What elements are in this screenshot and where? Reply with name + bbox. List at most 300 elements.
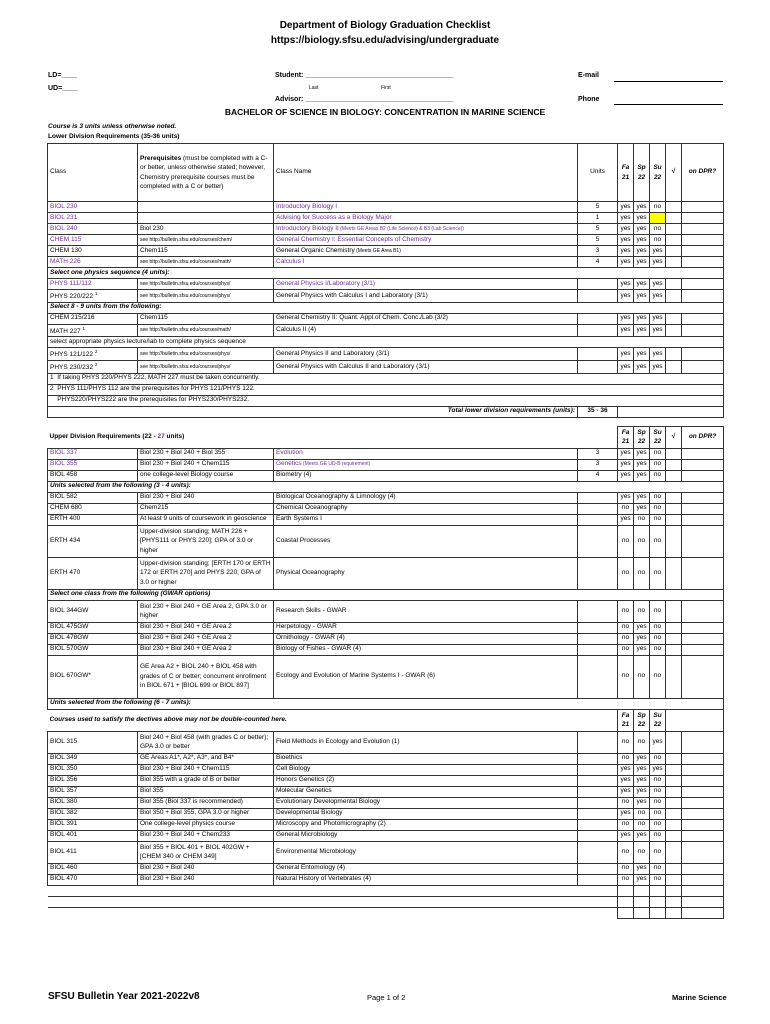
footer-bulletin-year: SFSU Bulletin Year 2021-2022v8 bbox=[48, 991, 200, 1002]
course-name-text: Physical Oceanography bbox=[276, 568, 345, 576]
on-dpr-cell[interactable] bbox=[682, 224, 724, 235]
course-row bbox=[48, 348, 724, 361]
course-name-text: Biological Oceanography & Limnology (4) bbox=[276, 493, 396, 501]
offered-summer: no bbox=[650, 622, 666, 633]
blank-cell[interactable] bbox=[274, 885, 578, 896]
course-name bbox=[274, 775, 578, 786]
course-row bbox=[48, 655, 724, 698]
on-dpr-cell[interactable] bbox=[682, 257, 724, 268]
course-code bbox=[48, 459, 138, 470]
course-prerequisite: Biol 230 + Biol 240 + Biol 355 bbox=[138, 448, 274, 459]
course-code-text: BIOL 231 bbox=[50, 213, 78, 221]
offered-spring: yes bbox=[634, 324, 650, 337]
on-dpr-cell[interactable] bbox=[682, 764, 724, 775]
completed-checkbox[interactable] bbox=[666, 830, 682, 841]
on-dpr-cell[interactable] bbox=[682, 235, 724, 246]
offered-fall: no bbox=[618, 633, 634, 644]
course-code-text: BIOL 240 bbox=[50, 224, 78, 232]
course-units: 5 bbox=[578, 224, 618, 235]
on-dpr-cell[interactable] bbox=[682, 525, 724, 557]
completed-checkbox[interactable] bbox=[666, 290, 682, 303]
course-name-text: Field Methods in Ecology and Evolution (1) bbox=[276, 737, 400, 745]
completed-checkbox[interactable] bbox=[666, 492, 682, 503]
course-name bbox=[274, 246, 578, 257]
completed-checkbox[interactable] bbox=[666, 808, 682, 819]
footnote-marker: 2 bbox=[94, 361, 98, 367]
term-fa-year: 21 bbox=[621, 721, 630, 728]
on-dpr-cell[interactable] bbox=[682, 514, 724, 525]
course-code-text: BIOL 458 bbox=[50, 471, 78, 479]
phone-label: Phone bbox=[578, 96, 600, 103]
course-code bbox=[48, 213, 138, 224]
term-su bbox=[650, 709, 666, 731]
on-dpr-cell[interactable] bbox=[682, 797, 724, 808]
completed-checkbox[interactable] bbox=[666, 655, 682, 698]
course-name-note: (Meets GE Area B1) bbox=[354, 247, 401, 254]
student-field[interactable]: Student: ______________________________________ bbox=[275, 72, 454, 79]
course-code-text: BIOL 391 bbox=[50, 820, 78, 828]
term-fa-label: Fa bbox=[621, 711, 630, 719]
course-prerequisite: Biol 230 + Biol 240 + Chem233 bbox=[138, 830, 274, 841]
course-row bbox=[48, 775, 724, 786]
course-row bbox=[48, 324, 724, 337]
footnote bbox=[48, 373, 724, 384]
phone-input-line[interactable] bbox=[614, 104, 723, 105]
course-code-text: MATH 227 bbox=[50, 327, 81, 335]
course-row bbox=[48, 830, 724, 841]
course-code bbox=[48, 600, 138, 622]
course-prerequisite: Chem215 bbox=[138, 503, 274, 514]
course-code bbox=[48, 348, 138, 361]
course-name-text: Ornithology - GWAR (4) bbox=[276, 634, 345, 642]
col-sp-term: Sp bbox=[637, 164, 646, 171]
course-prerequisite: see http://bulletin.sfsu.edu/courses/phys/ bbox=[138, 360, 274, 373]
completed-checkbox[interactable] bbox=[666, 514, 682, 525]
completed-checkbox[interactable] bbox=[666, 224, 682, 235]
course-name-text: Advising for Success as a Biology Major bbox=[276, 213, 392, 221]
offered-spring: yes bbox=[634, 257, 650, 268]
offered-summer: no bbox=[650, 775, 666, 786]
course-code bbox=[48, 470, 138, 481]
offered-fall: no bbox=[618, 600, 634, 622]
course-code bbox=[48, 655, 138, 698]
offered-fall: yes bbox=[618, 348, 634, 361]
course-prerequisite: Biol 230 + Biol 240 + GE Area 2, GPA 3.0 or higher bbox=[138, 600, 274, 622]
completed-checkbox[interactable] bbox=[666, 874, 682, 885]
course-name bbox=[274, 786, 578, 797]
blank-cell[interactable] bbox=[138, 907, 274, 918]
offered-fall: yes bbox=[618, 290, 634, 303]
completed-checkbox[interactable] bbox=[666, 213, 682, 224]
offered-spring: no bbox=[634, 525, 650, 557]
course-name bbox=[274, 525, 578, 557]
course-row bbox=[48, 863, 724, 874]
offered-fall: no bbox=[618, 731, 634, 753]
course-name bbox=[274, 808, 578, 819]
course-name bbox=[274, 257, 578, 268]
course-units bbox=[578, 514, 618, 525]
course-prerequisite: Biol 240 + Biol 458 (with grades C or better); GPA 3.0 or better bbox=[138, 731, 274, 753]
completed-checkbox[interactable] bbox=[666, 633, 682, 644]
completed-checkbox[interactable] bbox=[666, 324, 682, 337]
on-dpr-cell[interactable] bbox=[682, 874, 724, 885]
on-dpr-cell[interactable] bbox=[682, 470, 724, 481]
course-name-text: Molecular Genetics bbox=[276, 787, 332, 795]
course-prerequisite: Biol 355 + BIOL 401 + BIOL 402GW + [CHEM 340 or CHEM 349] bbox=[138, 841, 274, 863]
blank-cell[interactable] bbox=[48, 907, 138, 918]
course-name-text: Bioethics bbox=[276, 754, 303, 762]
offered-fall: no bbox=[618, 557, 634, 589]
ud-field[interactable]: UD=____ bbox=[48, 85, 78, 92]
units-selected-2-heading bbox=[48, 698, 724, 709]
total-lower-label: Total lower division requirements (units): bbox=[48, 406, 578, 417]
offered-spring: no bbox=[634, 557, 650, 589]
completed-checkbox[interactable] bbox=[666, 246, 682, 257]
course-prerequisite: Biol 230 + Biol 240 + GE Area 2 bbox=[138, 633, 274, 644]
offered-summer: no bbox=[650, 830, 666, 841]
offered-summer: no bbox=[650, 600, 666, 622]
completed-checkbox[interactable] bbox=[666, 360, 682, 373]
course-name bbox=[274, 753, 578, 764]
offered-summer: yes bbox=[650, 279, 666, 290]
course-prerequisite: Biol 355 with a grade of B or better bbox=[138, 775, 274, 786]
course-units bbox=[578, 525, 618, 557]
ld-field[interactable]: LD=____ bbox=[48, 72, 77, 79]
course-units bbox=[578, 731, 618, 753]
completed-checkbox[interactable] bbox=[666, 863, 682, 874]
completed-checkbox[interactable] bbox=[666, 348, 682, 361]
course-units: 3 bbox=[578, 448, 618, 459]
course-code bbox=[48, 448, 138, 459]
col-class: Class bbox=[48, 144, 138, 202]
offered-fall: yes bbox=[618, 775, 634, 786]
blank-row bbox=[48, 907, 724, 918]
on-dpr-cell[interactable] bbox=[682, 863, 724, 874]
offered-fall: yes bbox=[618, 764, 634, 775]
offered-summer: no bbox=[650, 808, 666, 819]
upper-heading-c: units) bbox=[164, 432, 185, 440]
offered-fall: yes bbox=[618, 246, 634, 257]
program-title: BACHELOR OF SCIENCE IN BIOLOGY: CONCENTRATION IN MARINE SCIENCE bbox=[224, 107, 546, 117]
advisor-field[interactable]: Advisor: ______________________________________ bbox=[275, 96, 454, 103]
on-dpr-cell[interactable] bbox=[682, 655, 724, 698]
on-dpr-cell[interactable] bbox=[682, 213, 724, 224]
on-dpr-cell[interactable] bbox=[682, 819, 724, 830]
footnote-marker: 1 bbox=[82, 325, 85, 331]
on-dpr-cell[interactable] bbox=[682, 557, 724, 589]
on-dpr-cell[interactable] bbox=[682, 360, 724, 373]
blank-cell[interactable] bbox=[682, 907, 724, 918]
blank-cell[interactable] bbox=[578, 896, 618, 907]
on-dpr-cell[interactable] bbox=[682, 841, 724, 863]
course-row bbox=[48, 235, 724, 246]
term-su-label: Su bbox=[653, 428, 662, 436]
course-code-text: BIOL 357 bbox=[50, 787, 78, 795]
offered-fall: no bbox=[618, 622, 634, 633]
course-row bbox=[48, 764, 724, 775]
completed-checkbox[interactable] bbox=[666, 600, 682, 622]
course-units bbox=[578, 348, 618, 361]
completed-checkbox[interactable] bbox=[666, 753, 682, 764]
course-name-text: Herpetology - GWAR bbox=[276, 623, 337, 631]
course-units bbox=[578, 557, 618, 589]
course-units bbox=[578, 313, 618, 324]
on-dpr-cell[interactable] bbox=[682, 731, 724, 753]
on-dpr-cell[interactable] bbox=[682, 503, 724, 514]
completed-checkbox[interactable] bbox=[666, 459, 682, 470]
col-class-name: Class Name bbox=[274, 144, 578, 202]
on-dpr-cell[interactable] bbox=[682, 633, 724, 644]
col-check: √ bbox=[666, 144, 682, 202]
on-dpr-cell[interactable] bbox=[682, 830, 724, 841]
offered-summer: no bbox=[650, 633, 666, 644]
offered-spring: no bbox=[634, 808, 650, 819]
course-name bbox=[274, 797, 578, 808]
course-name-text: Honors Genetics (2) bbox=[276, 776, 335, 784]
footer-concentration: Marine Science bbox=[672, 993, 727, 1002]
physics-sequence-note-text: select appropriate physics lecture/lab to complete physics sequence bbox=[48, 337, 724, 348]
course-code bbox=[48, 633, 138, 644]
completed-checkbox[interactable] bbox=[666, 775, 682, 786]
offered-spring: yes bbox=[634, 224, 650, 235]
completed-checkbox[interactable] bbox=[666, 503, 682, 514]
blank-cell[interactable] bbox=[618, 896, 634, 907]
offered-spring: yes bbox=[634, 633, 650, 644]
course-prerequisite: see http://bulletin.sfsu.edu/courses/math/ bbox=[138, 257, 274, 268]
on-dpr-cell[interactable] bbox=[682, 786, 724, 797]
completed-checkbox[interactable] bbox=[666, 235, 682, 246]
blank-cell[interactable] bbox=[634, 907, 650, 918]
offered-fall: yes bbox=[618, 224, 634, 235]
course-code bbox=[48, 492, 138, 503]
course-units bbox=[578, 503, 618, 514]
offered-spring: yes bbox=[634, 775, 650, 786]
on-dpr-cell[interactable] bbox=[682, 279, 724, 290]
course-units: 5 bbox=[578, 202, 618, 213]
course-code-text: BIOL 356 bbox=[50, 776, 78, 784]
blank-cell[interactable] bbox=[48, 896, 138, 907]
course-units bbox=[578, 492, 618, 503]
course-row bbox=[48, 633, 724, 644]
blank-cell[interactable] bbox=[618, 907, 634, 918]
on-dpr-cell[interactable] bbox=[682, 290, 724, 303]
footnote-marker: 1 bbox=[94, 291, 98, 296]
on-dpr-cell[interactable] bbox=[682, 775, 724, 786]
course-name bbox=[274, 819, 578, 830]
on-dpr-cell[interactable] bbox=[682, 622, 724, 633]
course-name bbox=[274, 470, 578, 481]
course-code-text: CHEM 130 bbox=[50, 246, 82, 254]
course-units: 4 bbox=[578, 257, 618, 268]
email-input-line[interactable] bbox=[614, 81, 723, 82]
on-dpr-cell[interactable] bbox=[682, 459, 724, 470]
course-units bbox=[578, 753, 618, 764]
blank-cell[interactable] bbox=[666, 885, 682, 896]
blank-cell[interactable] bbox=[682, 885, 724, 896]
document-title: Department of Biology Graduation Checklist bbox=[279, 20, 491, 31]
offered-fall: yes bbox=[618, 313, 634, 324]
offered-summer: yes bbox=[650, 764, 666, 775]
course-name-text: Coastal Processes bbox=[276, 536, 331, 544]
offered-fall: no bbox=[618, 797, 634, 808]
on-dpr-cell[interactable] bbox=[682, 753, 724, 764]
blank-cell[interactable] bbox=[138, 896, 274, 907]
on-dpr-cell[interactable] bbox=[682, 448, 724, 459]
course-units bbox=[578, 797, 618, 808]
lower-division-heading: Lower Division Requirements (35-36 units) bbox=[48, 133, 180, 140]
course-prerequisite: GE Area A2 + BIOL 240 + BIOL 458 with grades of C or better; concurrent enrollment in BIOL 671 + [BIOL 699 or BIOL 897] bbox=[138, 655, 274, 698]
blank-cell[interactable] bbox=[634, 896, 650, 907]
col-fa-year: 21 bbox=[621, 173, 630, 181]
on-dpr-cell[interactable] bbox=[682, 644, 724, 655]
course-code-text: BIOL 337 bbox=[50, 449, 78, 457]
offered-spring: yes bbox=[634, 313, 650, 324]
course-units: 3 bbox=[578, 246, 618, 257]
select-heading bbox=[48, 302, 724, 313]
completed-checkbox[interactable] bbox=[666, 448, 682, 459]
offered-spring: yes bbox=[634, 622, 650, 633]
on-dpr-cell[interactable] bbox=[682, 246, 724, 257]
course-name-text: General Physics with Calculus I and Laboratory (3/1) bbox=[276, 291, 428, 299]
completed-checkbox[interactable] bbox=[666, 819, 682, 830]
course-name-text: Introductory Biology I bbox=[276, 202, 338, 210]
course-code-text: ERTH 434 bbox=[50, 536, 81, 544]
completed-checkbox[interactable] bbox=[666, 202, 682, 213]
course-code bbox=[48, 819, 138, 830]
blank-cell[interactable] bbox=[682, 896, 724, 907]
blank-cell[interactable] bbox=[274, 896, 578, 907]
offered-summer: no bbox=[650, 841, 666, 863]
lower-division-table bbox=[47, 143, 724, 418]
offered-summer: no bbox=[650, 470, 666, 481]
blank-cell[interactable] bbox=[666, 907, 682, 918]
course-row bbox=[48, 459, 724, 470]
course-name bbox=[274, 557, 578, 589]
offered-summer: yes bbox=[650, 348, 666, 361]
term-su-label: Su bbox=[653, 711, 662, 719]
blank-cell[interactable] bbox=[274, 907, 578, 918]
blank-cell[interactable] bbox=[650, 896, 666, 907]
course-prerequisite: Chem115 bbox=[138, 246, 274, 257]
blank-cell[interactable] bbox=[634, 885, 650, 896]
course-code-text: BIOL 401 bbox=[50, 831, 78, 839]
blank-cell[interactable] bbox=[666, 896, 682, 907]
on-dpr-cell[interactable] bbox=[682, 348, 724, 361]
blank-cell[interactable] bbox=[618, 885, 634, 896]
blank-cell[interactable] bbox=[578, 885, 618, 896]
blank-cell[interactable] bbox=[138, 885, 274, 896]
course-row bbox=[48, 819, 724, 830]
course-code-text: PHYS 111/112 bbox=[50, 279, 92, 287]
blank-cell[interactable] bbox=[48, 885, 138, 896]
on-dpr-cell[interactable] bbox=[682, 202, 724, 213]
course-row bbox=[48, 841, 724, 863]
offered-spring: no bbox=[634, 841, 650, 863]
offered-summer: no bbox=[650, 459, 666, 470]
on-dpr-cell[interactable] bbox=[682, 313, 724, 324]
completed-checkbox[interactable] bbox=[666, 841, 682, 863]
course-row bbox=[48, 202, 724, 213]
completed-checkbox[interactable] bbox=[666, 313, 682, 324]
course-row bbox=[48, 290, 724, 303]
upper-division-table bbox=[47, 426, 724, 919]
offered-spring: yes bbox=[634, 764, 650, 775]
term-fa-year: 21 bbox=[621, 438, 630, 446]
completed-checkbox[interactable] bbox=[666, 557, 682, 589]
col-on-dpr: on DPR? bbox=[682, 144, 724, 202]
course-name-text: Introductory Biology II bbox=[276, 224, 339, 232]
blank-cell[interactable] bbox=[650, 907, 666, 918]
course-units bbox=[578, 863, 618, 874]
course-name-text: Evolution bbox=[276, 449, 303, 457]
course-code bbox=[48, 313, 138, 324]
blank-cell[interactable] bbox=[578, 907, 618, 918]
completed-checkbox[interactable] bbox=[666, 797, 682, 808]
term-fa bbox=[618, 427, 634, 449]
column-header-row bbox=[48, 144, 724, 202]
offered-spring: yes bbox=[634, 786, 650, 797]
course-units: 1 bbox=[578, 213, 618, 224]
course-code bbox=[48, 360, 138, 373]
completed-checkbox[interactable] bbox=[666, 731, 682, 753]
course-name-note: (Meets GE Areas B2 (Life Science) & B3 (Lab Science)) bbox=[338, 225, 464, 232]
course-name-text: General Chemistry I: Essential Concepts of Chemistry bbox=[276, 235, 432, 243]
course-code bbox=[48, 235, 138, 246]
course-prerequisite: At least 9 units of coursework in geoscience bbox=[138, 514, 274, 525]
col-on-dpr: on DPR? bbox=[682, 427, 724, 449]
completed-checkbox[interactable] bbox=[666, 470, 682, 481]
course-units bbox=[578, 633, 618, 644]
completed-checkbox[interactable] bbox=[666, 257, 682, 268]
course-units bbox=[578, 830, 618, 841]
term-su bbox=[650, 427, 666, 449]
course-prerequisite: Biol 230 + Biol 240 + Chem115 bbox=[138, 764, 274, 775]
footer-page-number: Page 1 of 2 bbox=[367, 993, 406, 1002]
col-sp bbox=[634, 144, 650, 202]
course-row bbox=[48, 360, 724, 373]
offered-spring: yes bbox=[634, 202, 650, 213]
course-name bbox=[274, 503, 578, 514]
completed-checkbox[interactable] bbox=[666, 786, 682, 797]
units-selected-2-heading-text: Units selected from the following (6 - 7 units): bbox=[48, 698, 724, 709]
course-code bbox=[48, 753, 138, 764]
offered-summer: yes bbox=[650, 324, 666, 337]
course-prerequisite: Biol 355 (Biol 337 is recommended) bbox=[138, 797, 274, 808]
offered-summer: no bbox=[650, 224, 666, 235]
course-name-text: Genetics bbox=[276, 460, 302, 468]
course-units bbox=[578, 324, 618, 337]
offered-fall: no bbox=[618, 819, 634, 830]
col-fa bbox=[618, 144, 634, 202]
on-dpr-cell[interactable] bbox=[682, 600, 724, 622]
completed-checkbox[interactable] bbox=[666, 622, 682, 633]
offered-spring: yes bbox=[634, 235, 650, 246]
on-dpr-cell[interactable] bbox=[682, 808, 724, 819]
completed-checkbox[interactable] bbox=[666, 279, 682, 290]
completed-checkbox[interactable] bbox=[666, 525, 682, 557]
completed-checkbox[interactable] bbox=[666, 644, 682, 655]
course-code-text: PHYS 220/222 bbox=[50, 293, 94, 301]
physics-heading-text: Select one physics sequence (4 units): bbox=[48, 268, 724, 279]
completed-checkbox[interactable] bbox=[666, 764, 682, 775]
course-code-text: BIOL 350 bbox=[50, 765, 78, 773]
blank-cell[interactable] bbox=[650, 885, 666, 896]
on-dpr-cell[interactable] bbox=[682, 324, 724, 337]
course-row bbox=[48, 753, 724, 764]
course-code-text: BIOL 382 bbox=[50, 809, 78, 817]
offered-fall: no bbox=[618, 503, 634, 514]
on-dpr-cell[interactable] bbox=[682, 492, 724, 503]
